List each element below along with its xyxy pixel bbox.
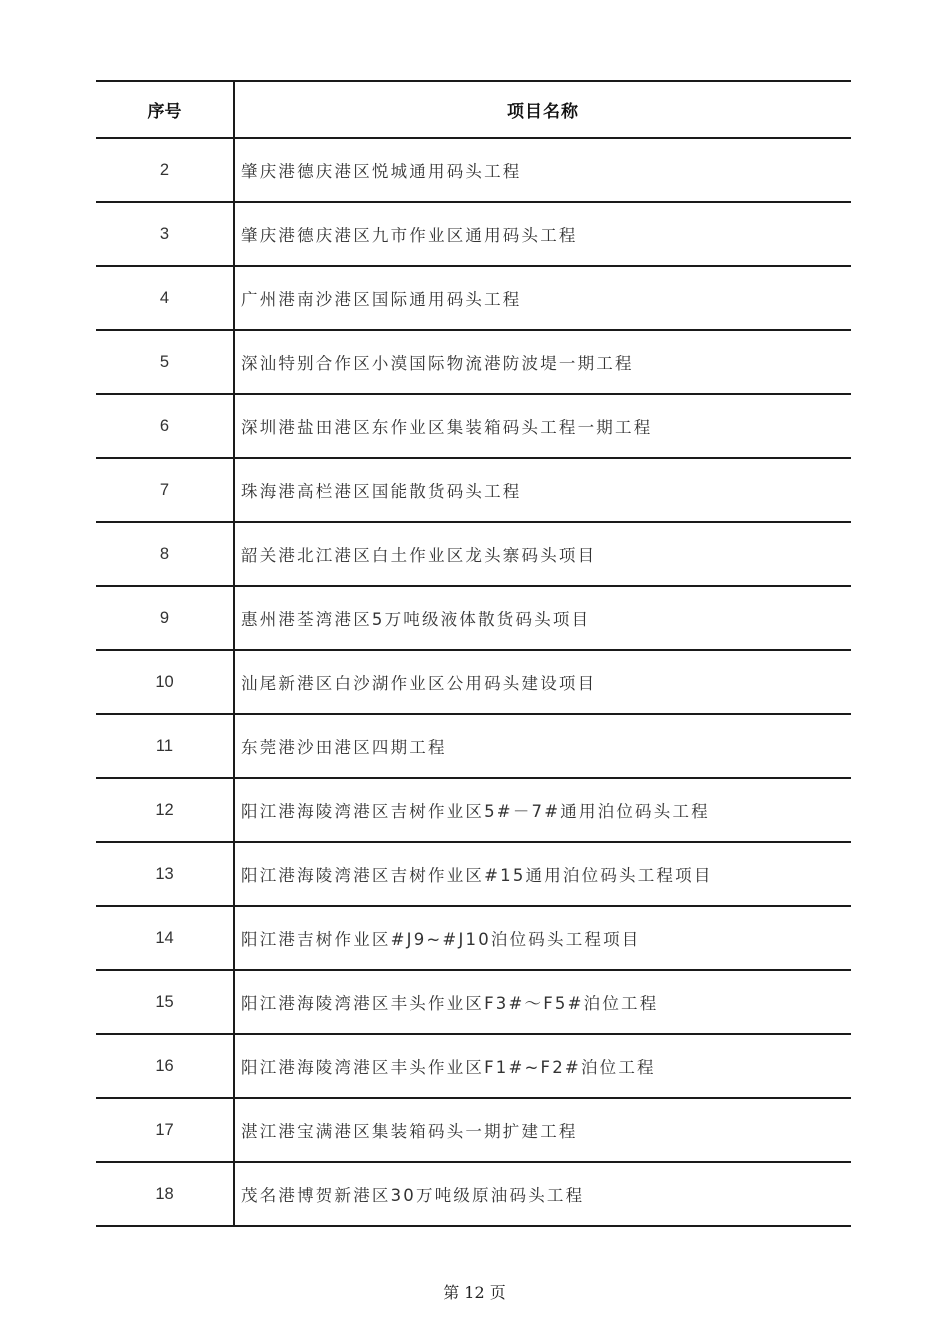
serial-number-cell: 12 bbox=[96, 778, 234, 842]
table-row bbox=[96, 1162, 851, 1226]
project-name-cell: 珠海港高栏港区国能散货码头工程 bbox=[234, 458, 851, 522]
project-name-cell: 东莞港沙田港区四期工程 bbox=[234, 714, 851, 778]
table-row bbox=[96, 266, 851, 330]
project-name-cell: 肇庆港德庆港区九市作业区通用码头工程 bbox=[234, 202, 851, 266]
table-row bbox=[96, 586, 851, 650]
serial-number-cell: 16 bbox=[96, 1034, 234, 1098]
serial-number-cell: 3 bbox=[96, 202, 234, 266]
serial-number-cell: 7 bbox=[96, 458, 234, 522]
project-name-cell: 阳江港海陵湾港区丰头作业区F3#～F5#泊位工程 bbox=[234, 970, 851, 1034]
serial-number-cell: 11 bbox=[96, 714, 234, 778]
table-row bbox=[96, 778, 851, 842]
header-project-name: 项目名称 bbox=[234, 81, 851, 138]
serial-number-cell: 10 bbox=[96, 650, 234, 714]
table-row bbox=[96, 522, 851, 586]
serial-number-cell: 17 bbox=[96, 1098, 234, 1162]
serial-number-cell: 18 bbox=[96, 1162, 234, 1226]
project-name-cell: 阳江港海陵湾港区吉树作业区5#－7#通用泊位码头工程 bbox=[234, 778, 851, 842]
serial-number-cell: 15 bbox=[96, 970, 234, 1034]
project-table bbox=[96, 80, 851, 1227]
table-row bbox=[96, 330, 851, 394]
project-name-cell: 湛江港宝满港区集装箱码头一期扩建工程 bbox=[234, 1098, 851, 1162]
table-row bbox=[96, 458, 851, 522]
table-row bbox=[96, 1034, 851, 1098]
table-row bbox=[96, 714, 851, 778]
project-name-cell: 阳江港海陵湾港区丰头作业区F1#~F2#泊位工程 bbox=[234, 1034, 851, 1098]
table-row bbox=[96, 970, 851, 1034]
serial-number-cell: 2 bbox=[96, 138, 234, 202]
page-number: 第 12 页 bbox=[443, 1283, 506, 1302]
project-name-cell: 深圳港盐田港区东作业区集装箱码头工程一期工程 bbox=[234, 394, 851, 458]
header-serial-number: 序号 bbox=[96, 81, 234, 138]
table-row bbox=[96, 906, 851, 970]
table-row bbox=[96, 842, 851, 906]
serial-number-cell: 13 bbox=[96, 842, 234, 906]
table-row bbox=[96, 394, 851, 458]
serial-number-cell: 6 bbox=[96, 394, 234, 458]
project-name-cell: 阳江港吉树作业区#J9~#J10泊位码头工程项目 bbox=[234, 906, 851, 970]
table-header-row bbox=[96, 81, 851, 138]
table-row bbox=[96, 1098, 851, 1162]
table-row bbox=[96, 138, 851, 202]
project-name-cell: 深汕特别合作区小漠国际物流港防波堤一期工程 bbox=[234, 330, 851, 394]
project-name-cell: 肇庆港德庆港区悦城通用码头工程 bbox=[234, 138, 851, 202]
project-name-cell: 惠州港荃湾港区5万吨级液体散货码头项目 bbox=[234, 586, 851, 650]
table-row bbox=[96, 650, 851, 714]
project-name-cell: 茂名港博贺新港区30万吨级原油码头工程 bbox=[234, 1162, 851, 1226]
project-name-cell: 汕尾新港区白沙湖作业区公用码头建设项目 bbox=[234, 650, 851, 714]
project-name-cell: 阳江港海陵湾港区吉树作业区#15通用泊位码头工程项目 bbox=[234, 842, 851, 906]
project-name-cell: 韶关港北江港区白土作业区龙头寨码头项目 bbox=[234, 522, 851, 586]
serial-number-cell: 14 bbox=[96, 906, 234, 970]
table-row bbox=[96, 202, 851, 266]
serial-number-cell: 4 bbox=[96, 266, 234, 330]
serial-number-cell: 9 bbox=[96, 586, 234, 650]
serial-number-cell: 5 bbox=[96, 330, 234, 394]
serial-number-cell: 8 bbox=[96, 522, 234, 586]
project-name-cell: 广州港南沙港区国际通用码头工程 bbox=[234, 266, 851, 330]
